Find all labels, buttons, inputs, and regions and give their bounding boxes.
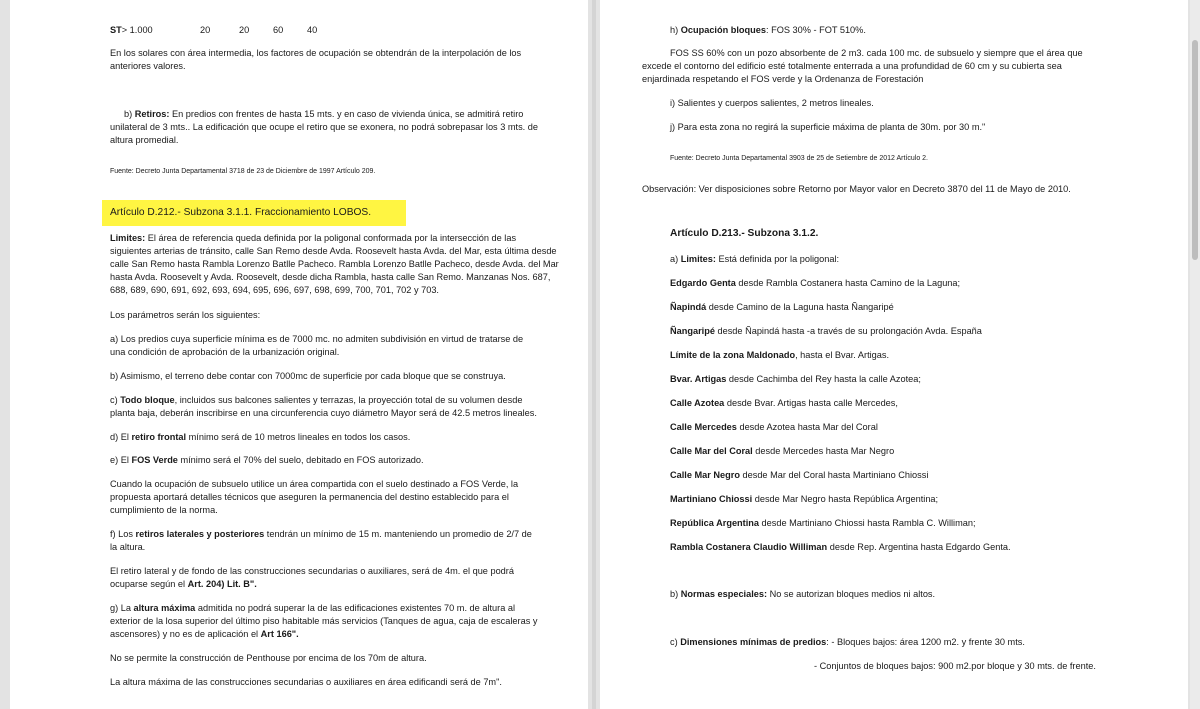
- text-line: planta baja, deberán inscribirse en una circunferencia cuyo diámetro Mayor será de 42.5 metros lineales.: [110, 408, 537, 418]
- item-lead: b): [670, 589, 681, 599]
- text-line: una condición de aprobación de la urbanización original.: [110, 347, 340, 357]
- page-left: [10, 0, 588, 709]
- text-line: calle San Remo hasta Rambla Lorenzo Batlle Pacheco. Rambla Lorenzo Batlle Pacheco, desde Avda. del Mar: [110, 259, 559, 269]
- street-desc: desde Mar Negro hasta República Argentina;: [752, 494, 939, 504]
- street-desc: desde Mercedes hasta Mar Negro: [752, 446, 895, 456]
- street-name: Calle Mar del Coral: [670, 446, 753, 456]
- item-lead: h): [670, 25, 681, 35]
- item-lead: d) El: [110, 432, 132, 442]
- item-bold: Normas especiales:: [680, 589, 768, 599]
- item-bold: Limites:: [680, 254, 716, 264]
- street-name: Edgardo Genta: [670, 278, 736, 288]
- text-line: enjardinada respetando el FOS verde y la Ordenanza de Forestación: [642, 74, 924, 84]
- text-line: 688, 689, 690, 691, 692, 693, 694, 695, 696, 697, 698, 699, 700, 701, 702 y 703.: [110, 285, 439, 295]
- text-line: hasta Avda. Roosevelt y Avda. Roosevelt, desde dicha Rambla, hasta calle San Remo. Manzanas Nos. 687,: [110, 272, 551, 282]
- item-bold: Todo bloque: [120, 395, 175, 405]
- item-bold: Art. 204) Lit. B".: [187, 579, 257, 589]
- text-line: propuesta aportará detalles técnicos que aseguren la permanencia del destino establecido para el: [110, 492, 509, 502]
- scrollbar-thumb[interactable]: [1192, 40, 1198, 260]
- street-name: Bvar. Artigas: [670, 374, 727, 384]
- pb-line: [670, 588, 935, 600]
- scrollbar-track[interactable]: [1190, 0, 1200, 709]
- item-bold: Ocupación bloques: [680, 25, 766, 35]
- street-desc: desde Martiniano Chiossi hasta Rambla C. Williman;: [759, 518, 976, 528]
- pe-line: [110, 454, 424, 466]
- polygon-item: [670, 325, 982, 337]
- pc-line: [110, 394, 522, 406]
- item-text: ocuparse según el: [110, 579, 188, 589]
- retiros-line: [124, 108, 523, 120]
- pd-line: [110, 431, 410, 443]
- item-lead: c): [670, 637, 681, 647]
- fuente-note: Fuente: Decreto Junta Departamental 3718 de 23 de Diciembre de 1997 Artículo 209.: [110, 168, 376, 175]
- item-text: mínimo será de 10 metros lineales en todos los casos.: [186, 432, 411, 442]
- pc-line: [670, 636, 1025, 648]
- text-line: siguientes arterias de tránsito, calle San Remo desde Avda. Roosevelt hasta Avda. del Mar, esta última desde: [110, 246, 557, 256]
- item-bold: retiros laterales y posteriores: [135, 529, 265, 539]
- article-title-d213: [670, 228, 818, 240]
- article-title-text: Artículo D.213.- Subzona 3.1.2.: [670, 228, 819, 239]
- polygon-item: [670, 421, 878, 433]
- street-desc: desde Ñapindá hasta -a través de su prolongación Avda. España: [714, 326, 982, 336]
- page-separator: [592, 0, 596, 709]
- item-text: : - Bloques bajos: área 1200 m2. y frente 30 mts.: [826, 637, 1025, 647]
- item-bold: Art 166".: [260, 629, 299, 639]
- text-line: El retiro lateral y de fondo de las construcciones secundarias o auxiliares, será de 4m. el que podrá: [110, 566, 514, 576]
- text-line: La altura máxima de las construcciones secundarias o auxiliares en área edificandi será de 7m".: [110, 677, 502, 687]
- article-title-d212: Artículo D.212.- Subzona 3.1.1. Fraccionamiento LOBOS.: [110, 207, 372, 218]
- pf-line: [110, 528, 532, 540]
- text-line: Los parámetros serán los siguientes:: [110, 310, 261, 320]
- observacion-line: Observación: Ver disposiciones sobre Retorno por Mayor valor en Decreto 3870 del 11 de Mayo de 2010.: [642, 184, 1071, 194]
- street-desc: desde Camino de la Laguna hasta Ñangaripé: [706, 302, 894, 312]
- ph-line: [670, 24, 866, 36]
- st-value: 20: [239, 25, 250, 35]
- text-line: j) Para esta zona no regirá la superficie máxima de planta de 30m. por 30 m.": [670, 122, 986, 132]
- pg-line-3: [110, 628, 299, 640]
- text-line: i) Salientes y cuerpos salientes, 2 metros lineales.: [670, 98, 874, 108]
- street-desc: desde Azotea hasta Mar del Coral: [736, 422, 878, 432]
- text-line: En los solares con área intermedia, los factores de ocupación se obtendrán de la interpolación de los: [110, 48, 522, 58]
- item-text: mínimo será el 70% del suelo, debitado en FOS autorizado.: [177, 455, 424, 465]
- fuente-note: Fuente: Decreto Junta Departamental 3903 de 25 de Setiembre de 2012 Artículo 2.: [670, 155, 928, 162]
- street-name: Calle Mar Negro: [670, 470, 740, 480]
- text-line: exterior de la losa superior del último piso habitable más servicios (Tanques de agua, caja de escaleras y: [110, 616, 538, 626]
- item-text: tendrán un mínimo de 15 m. manteniendo un promedio de 2/7 de: [264, 529, 532, 539]
- polygon-item: [670, 493, 938, 505]
- street-desc: desde Bvar. Artigas hasta calle Mercedes,: [724, 398, 898, 408]
- item-lead: a): [670, 254, 681, 264]
- street-name: Límite de la zona Maldonado: [670, 350, 796, 360]
- text-line: No se permite la construcción de Penthouse por encima de los 70m de altura.: [110, 653, 427, 663]
- item-text: admitida no podrá superar la de las edificaciones existentes 70 m. de altura al: [195, 603, 516, 613]
- street-name: Ñapindá: [670, 302, 707, 312]
- pa-line: [670, 253, 839, 265]
- text-line: FOS SS 60% con un pozo absorbente de 2 m3. cada 100 mc. de subsuelo y siempre que el área que: [670, 48, 1083, 58]
- st-row: [110, 24, 318, 36]
- item-bold: Retiros:: [134, 109, 170, 119]
- polygon-item: [670, 349, 889, 361]
- street-name: Calle Mercedes: [670, 422, 737, 432]
- text-line: excede el contorno del edificio esté totalmente enterrada a una profundidad de 60 cm y su cubierta sea: [642, 61, 1062, 71]
- text-line: cumplimiento de la norma.: [110, 505, 218, 515]
- street-desc: desde Rambla Costanera hasta Camino de la Laguna;: [735, 278, 961, 288]
- item-bold: FOS Verde: [131, 455, 178, 465]
- street-desc: desde Rep. Argentina hasta Edgardo Genta.: [827, 542, 1011, 552]
- text-line: unilateral de 3 mts.. La edificación que ocupe el retiro que se exonera, no podrá sobrepasar los 3 mts. de: [110, 122, 538, 132]
- st-value: 20: [200, 25, 211, 35]
- st-label: ST: [110, 25, 122, 35]
- page-right: [600, 0, 1188, 709]
- item-bold: altura máxima: [133, 603, 196, 613]
- text-line: b) Asimismo, el terreno debe contar con 7000mc de superficie por cada bloque que se construya.: [110, 371, 506, 381]
- street-name: República Argentina: [670, 518, 759, 528]
- street-desc: , hasta el Bvar. Artigas.: [795, 350, 890, 360]
- polygon-item: [670, 469, 928, 481]
- item-text: El área de referencia queda definida por la poligonal conformada por la intersección de las: [145, 233, 517, 243]
- st-value: 40: [307, 25, 318, 35]
- street-name: Rambla Costanera Claudio Williman: [670, 542, 828, 552]
- item-bold: retiro frontal: [131, 432, 187, 442]
- text-line: anteriores valores.: [110, 61, 186, 71]
- item-text: ascensores) y no es de aplicación el: [110, 629, 261, 639]
- st-cond: > 1.000: [121, 25, 153, 35]
- text-line: la altura.: [110, 542, 146, 552]
- item-lead: g) La: [110, 603, 134, 613]
- polygon-item: [670, 277, 960, 289]
- item-lead: e) El: [110, 455, 132, 465]
- item-bold: Dimensiones mínimas de predios: [680, 637, 827, 647]
- polygon-item: [670, 445, 894, 457]
- limites-line: [110, 232, 516, 244]
- street-desc: desde Mar del Coral hasta Martiniano Chiossi: [739, 470, 929, 480]
- item-lead: c): [110, 395, 121, 405]
- text-line: altura promedial.: [110, 135, 179, 145]
- item-text: No se autorizan bloques medios ni altos.: [767, 589, 936, 599]
- street-name: Calle Azotea: [670, 398, 725, 408]
- item-text: , incluidos sus balcones salientes y terrazas, la proyección total de su volumen desde: [174, 395, 523, 405]
- street-desc: desde Cachimba del Rey hasta la calle Azotea;: [726, 374, 921, 384]
- pg-line: [110, 602, 515, 614]
- text-line: - Conjuntos de bloques bajos: 900 m2.por bloque y 30 mts. de frente.: [814, 661, 1096, 671]
- item-text: En predios con frentes de hasta 15 mts. y en caso de vivienda única, se admitirá retiro: [169, 109, 524, 119]
- polygon-item: [670, 541, 1011, 553]
- item-text: Está definida por la poligonal:: [715, 254, 840, 264]
- retiro-lateral-line: [110, 578, 257, 590]
- polygon-item: [670, 373, 921, 385]
- polygon-item: [670, 301, 894, 313]
- st-value: 60: [273, 25, 284, 35]
- text-line: Cuando la ocupación de subsuelo utilice un área compartida con el suelo destinado a FOS Verde, la: [110, 479, 519, 489]
- polygon-item: [670, 517, 976, 529]
- street-name: Ñangaripé: [670, 326, 715, 336]
- polygon-item: [670, 397, 898, 409]
- text-line: a) Los predios cuya superficie mínima es de 7000 mc. no admiten subdivisión en virtud de tratarse de: [110, 334, 524, 344]
- item-text: : FOS 30% - FOT 510%.: [765, 25, 866, 35]
- item-lead: f) Los: [110, 529, 136, 539]
- street-name: Martiniano Chiossi: [670, 494, 753, 504]
- item-lead: b): [124, 109, 135, 119]
- item-bold: Limites:: [110, 233, 146, 243]
